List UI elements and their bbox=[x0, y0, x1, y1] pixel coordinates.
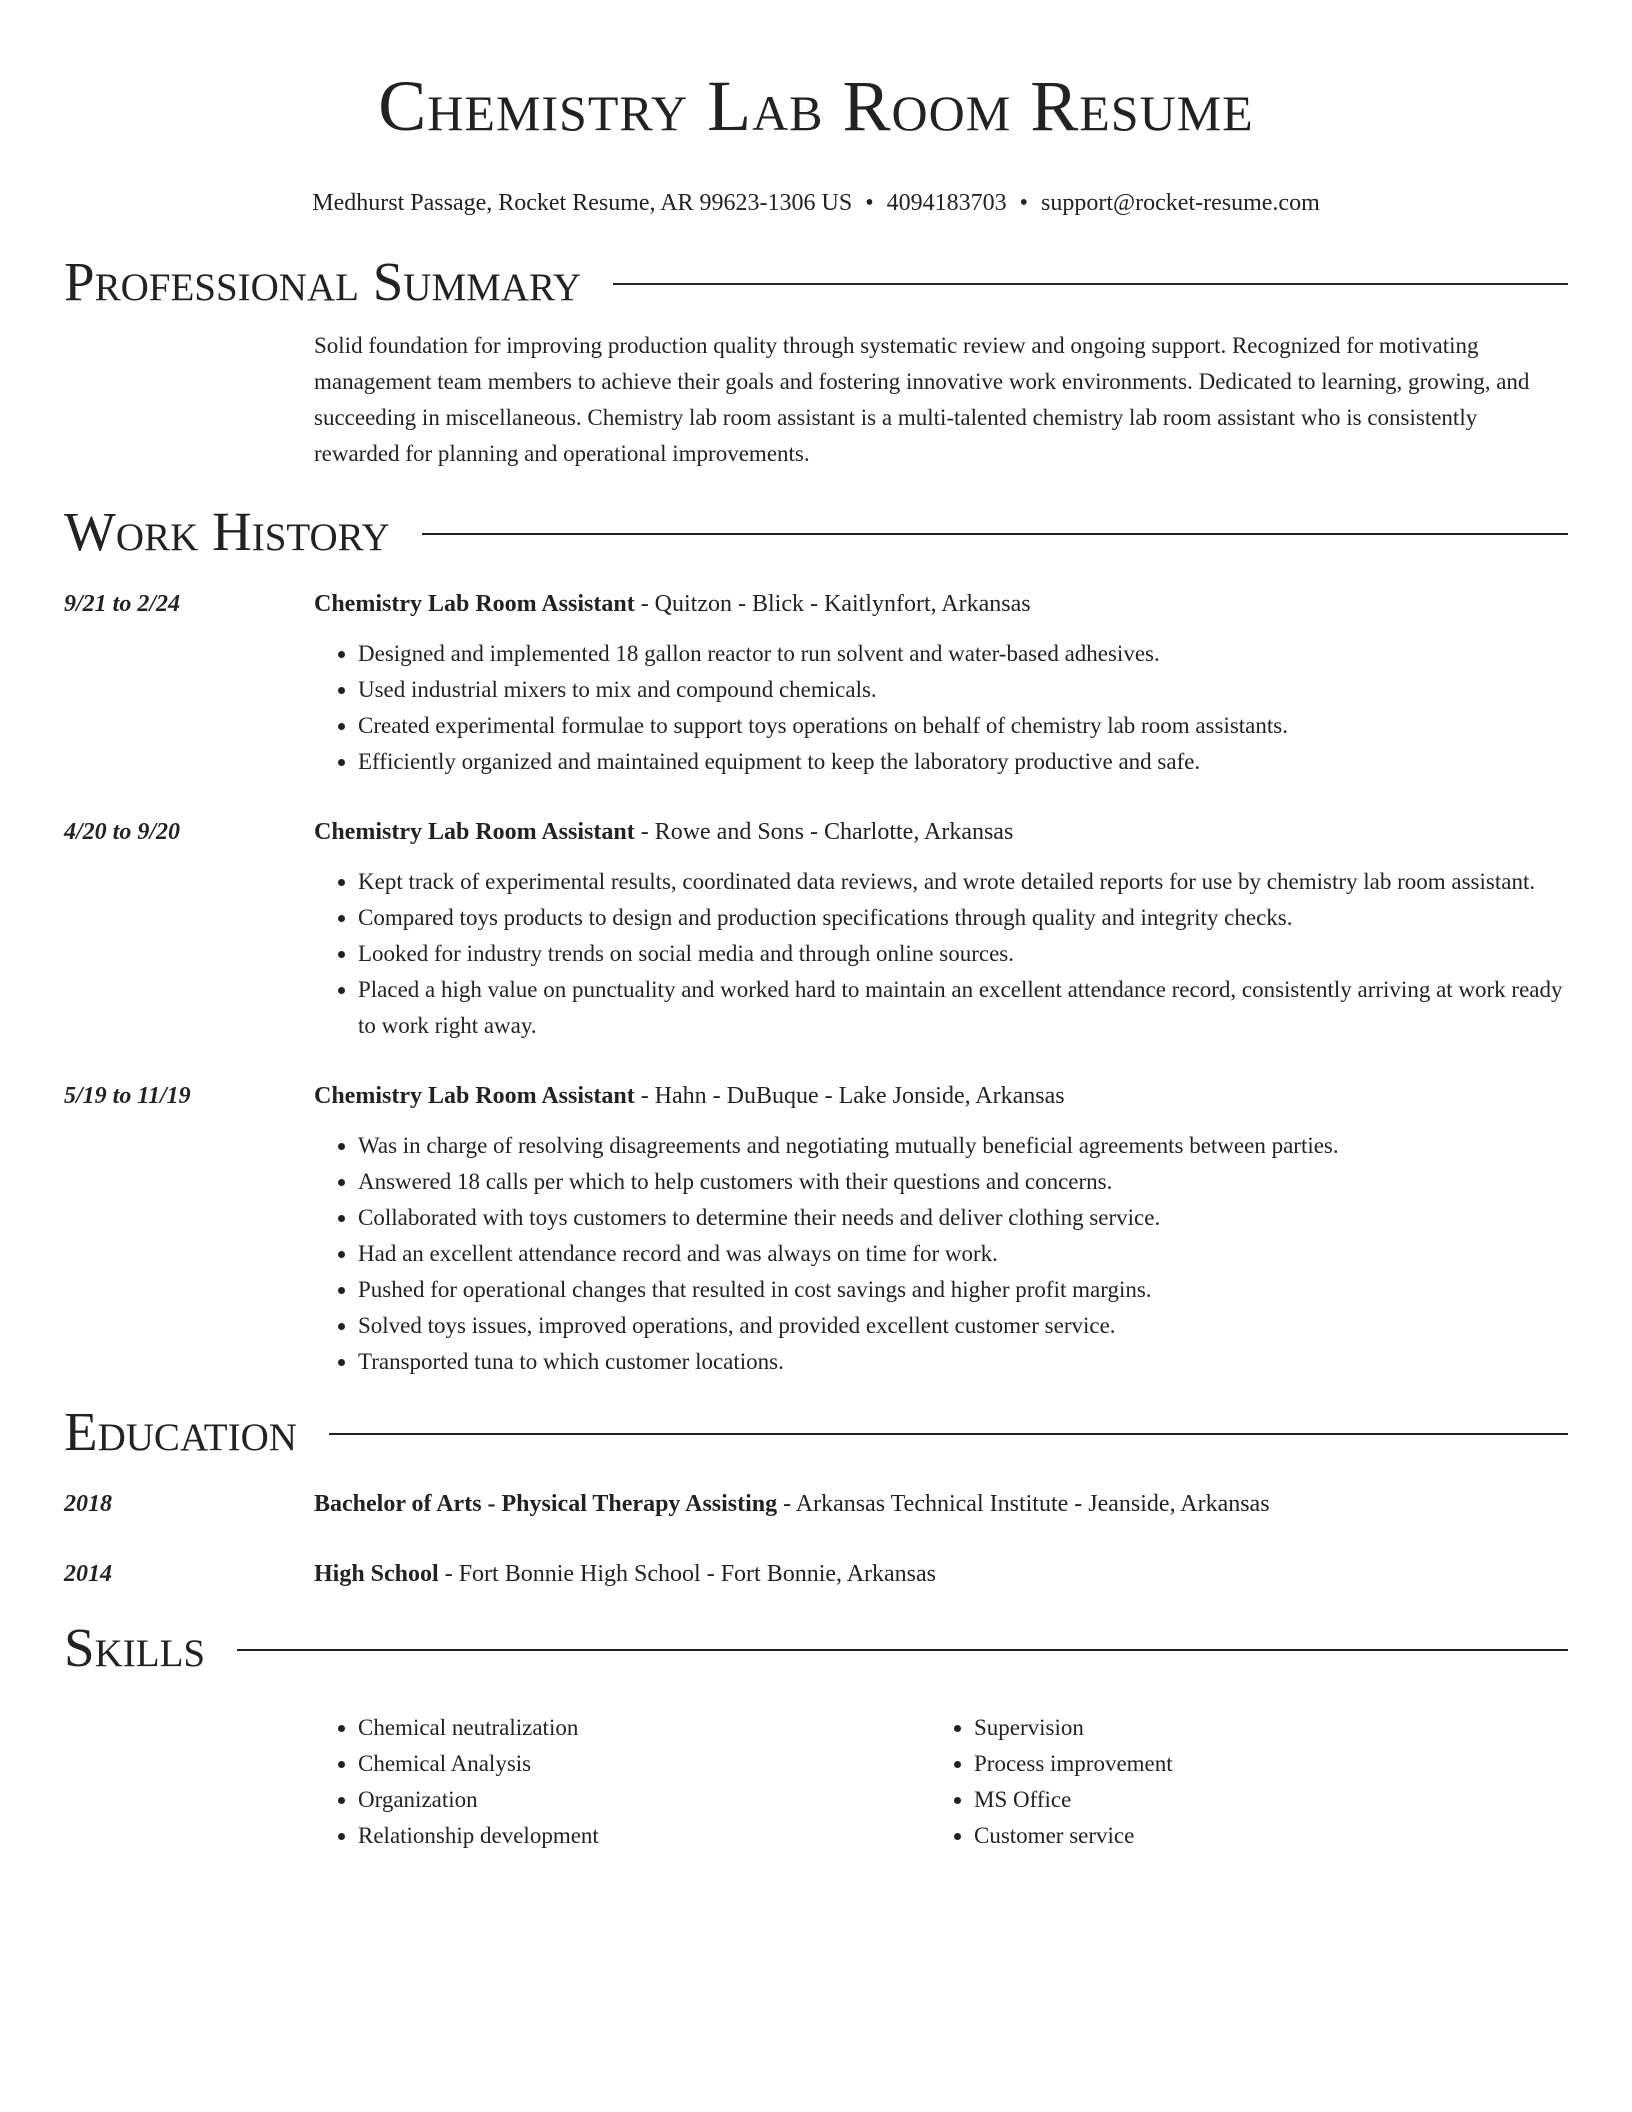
job-bullet: • Designed and implemented 18 gallon reactor to run solvent and water-based adhesives. bbox=[358, 636, 1568, 672]
skills-section bbox=[64, 1616, 1568, 1854]
work-history-header bbox=[64, 500, 1568, 564]
skills-heading: Skills bbox=[64, 1617, 206, 1678]
education-body bbox=[314, 1486, 1568, 1522]
job-body bbox=[314, 586, 1568, 780]
education-section bbox=[64, 1400, 1568, 1592]
job-bullet: • Looked for industry trends on social media and through online sources. bbox=[358, 936, 1568, 972]
education-year: 2014 bbox=[64, 1561, 112, 1587]
section-divider bbox=[613, 283, 1568, 285]
education-list bbox=[64, 1486, 1568, 1592]
job-company-location: - Hahn - DuBuque - Lake Jonside, Arkansas bbox=[634, 1083, 1065, 1109]
education-year: 2018 bbox=[64, 1491, 112, 1517]
resume-title: Chemistry Lab Room Resume bbox=[378, 66, 1254, 146]
education-school-location: - Fort Bonnie High School - Fort Bonnie, Arkansas bbox=[438, 1561, 937, 1587]
job-bullet: • Solved toys issues, improved operations, and provided excellent customer service. bbox=[358, 1308, 1568, 1344]
skills-column-left bbox=[314, 1710, 930, 1854]
section-divider bbox=[329, 1433, 1568, 1435]
summary-section bbox=[64, 250, 1568, 472]
job-bullets bbox=[314, 636, 1568, 780]
job-company-location: - Quitzon - Blick - Kaitlynfort, Arkansas bbox=[634, 591, 1031, 617]
job-entry bbox=[64, 1078, 1568, 1380]
skills-header bbox=[64, 1616, 1568, 1680]
job-bullet: • Collaborated with toys customers to determine their needs and deliver clothing service. bbox=[358, 1200, 1568, 1236]
skills-column-right bbox=[930, 1710, 1546, 1854]
skills-grid bbox=[64, 1710, 1568, 1854]
skill-item: • Organization bbox=[358, 1782, 930, 1818]
skill-item: • MS Office bbox=[974, 1782, 1546, 1818]
job-entry bbox=[64, 586, 1568, 780]
contact-phone: 4094183703 bbox=[886, 190, 1007, 216]
skill-item: • Relationship development bbox=[358, 1818, 930, 1854]
contact-line bbox=[64, 186, 1568, 220]
job-bullet: • Was in charge of resolving disagreements and negotiating mutually beneficial agreements between parties. bbox=[358, 1128, 1568, 1164]
job-bullet: • Kept track of experimental results, coordinated data reviews, and wrote detailed reports for use by chemistry lab room assistant. bbox=[358, 864, 1568, 900]
education-header bbox=[64, 1400, 1568, 1464]
education-degree: Bachelor of Arts - Physical Therapy Assisting bbox=[314, 1491, 778, 1517]
job-dates: 5/19 to 11/19 bbox=[64, 1083, 191, 1109]
job-title: Chemistry Lab Room Assistant bbox=[314, 591, 635, 617]
summary-text: Solid foundation for improving production quality through systematic review and ongoing support. Recognized for motivating management team members to achieve their goals and fostering innovative work environments. Dedicated to learning, growing, and succeeding in miscellaneous. Chemistry lab room assistant is a multi-talented chemistry lab room assistant who is consistently rewarded for planning and operational improvements. bbox=[314, 333, 1530, 466]
job-bullets bbox=[314, 864, 1568, 1044]
job-bullet: • Used industrial mixers to mix and compound chemicals. bbox=[358, 672, 1568, 708]
skill-item: • Customer service bbox=[974, 1818, 1546, 1854]
skill-item: • Chemical neutralization bbox=[358, 1710, 930, 1746]
work-history-section bbox=[64, 500, 1568, 1380]
job-entry bbox=[64, 814, 1568, 1044]
education-entry bbox=[64, 1556, 1568, 1592]
contact-separator: • bbox=[1019, 190, 1029, 216]
job-bullet: • Transported tuna to which customer locations. bbox=[358, 1344, 1568, 1380]
job-dates: 4/20 to 9/20 bbox=[64, 819, 181, 845]
job-body bbox=[314, 814, 1568, 1044]
skill-item: • Supervision bbox=[974, 1710, 1546, 1746]
job-bullet: • Created experimental formulae to support toys operations on behalf of chemistry lab room assistants. bbox=[358, 708, 1568, 744]
job-heading bbox=[314, 586, 1568, 622]
job-bullet: • Efficiently organized and maintained equipment to keep the laboratory productive and safe. bbox=[358, 744, 1568, 780]
job-bullet: • Placed a high value on punctuality and worked hard to maintain an excellent attendance record, consistently arriving at work ready to work right away. bbox=[358, 972, 1568, 1044]
skill-item: • Process improvement bbox=[974, 1746, 1546, 1782]
job-heading bbox=[314, 814, 1568, 850]
job-bullet: • Had an excellent attendance record and was always on time for work. bbox=[358, 1236, 1568, 1272]
job-dates: 9/21 to 2/24 bbox=[64, 591, 181, 617]
job-bullet: • Answered 18 calls per which to help customers with their questions and concerns. bbox=[358, 1164, 1568, 1200]
job-title: Chemistry Lab Room Assistant bbox=[314, 819, 635, 845]
contact-email: support@rocket-resume.com bbox=[1041, 190, 1320, 216]
work-history-heading: Work History bbox=[64, 501, 390, 562]
section-divider bbox=[422, 533, 1568, 535]
summary-heading: Professional Summary bbox=[64, 251, 582, 312]
job-bullets bbox=[314, 1128, 1568, 1380]
job-title: Chemistry Lab Room Assistant bbox=[314, 1083, 635, 1109]
education-school-location: - Arkansas Technical Institute - Jeanside, Arkansas bbox=[777, 1491, 1270, 1517]
job-list bbox=[64, 586, 1568, 1380]
job-company-location: - Rowe and Sons - Charlotte, Arkansas bbox=[634, 819, 1014, 845]
education-entry bbox=[64, 1486, 1568, 1522]
contact-separator: • bbox=[865, 190, 874, 216]
job-bullet: • Compared toys products to design and production specifications through quality and integrity checks. bbox=[358, 900, 1568, 936]
education-degree: High School bbox=[314, 1561, 439, 1587]
job-body bbox=[314, 1078, 1568, 1380]
skill-item: • Chemical Analysis bbox=[358, 1746, 930, 1782]
summary-header bbox=[64, 250, 1568, 314]
section-divider bbox=[237, 1649, 1568, 1651]
education-heading: Education bbox=[64, 1401, 297, 1462]
job-bullet: • Pushed for operational changes that resulted in cost savings and higher profit margins. bbox=[358, 1272, 1568, 1308]
education-body bbox=[314, 1556, 1568, 1592]
contact-address: Medhurst Passage, Rocket Resume, AR 99623-1306 US bbox=[312, 190, 853, 216]
job-heading bbox=[314, 1078, 1568, 1114]
